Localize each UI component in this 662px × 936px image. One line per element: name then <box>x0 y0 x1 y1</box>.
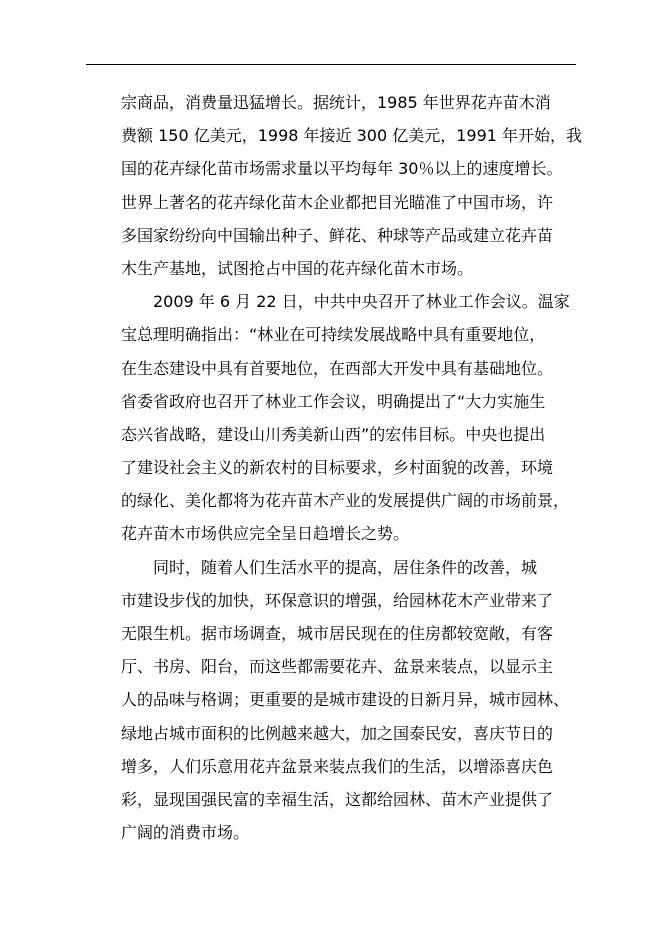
text-line: 的绿化、美化都将为花卉苗木产业的发展提供广阔的市场前景， <box>121 491 570 511</box>
text-line: 人的品味与格调；更重要的是城市建设的日新月异，城市园林、 <box>121 690 570 710</box>
text-line: 世界上著名的花卉绿化苗木企业都把目光瞄准了中国市场，许 <box>121 192 554 212</box>
text-line: 市建设步伐的加快，环保意识的增强，给园林花木产业带来了 <box>121 590 554 610</box>
text-line: 了建设社会主义的新农村的目标要求，乡村面貌的改善，环境 <box>121 458 554 478</box>
paragraph-market-growth <box>121 86 581 285</box>
text-line: 增多，人们乐意用花卉盆景来装点我们的生活，以增添喜庆色 <box>121 756 554 776</box>
paragraph-forestry-policy <box>121 285 581 551</box>
text-line: 彩，显现国强民富的幸福生活，这都给园林、苗木产业提供了 <box>121 789 554 809</box>
text-line: 广阔的消费市场。 <box>121 823 250 843</box>
text-line: 同时，随着人们生活水平的提高，居住条件的改善，城 <box>153 557 538 577</box>
text-line: 厅、书房、阳台，而这些都需要花卉、盆景来装点，以显示主 <box>121 657 554 677</box>
document-body <box>121 86 581 849</box>
paragraph-urban-demand <box>121 551 581 850</box>
text-line: 木生产基地，试图抢占中国的花卉绿化苗木市场。 <box>121 258 474 278</box>
text-line: 省委省政府也召开了林业工作会议，明确提出了“大力实施生 <box>121 391 546 411</box>
text-line: 国的花卉绿化苗市场需求量以平均每年 30％以上的速度增长。 <box>121 159 563 179</box>
text-line: 多国家纷纷向中国输出种子、鲜花、种球等产品或建立花卉苗 <box>121 225 554 245</box>
text-line: 在生态建设中具有首要地位，在西部大开发中具有基础地位。 <box>121 358 554 378</box>
text-line: 无限生机。据市场调查，城市居民现在的住房都较宽敞，有客 <box>121 624 554 643</box>
text-line: 花卉苗木市场供应完全呈日趋增长之势。 <box>121 524 410 544</box>
text-line: 费额 150 亿美元，1998 年接近 300 亿美元，1991 年开始，我 <box>121 126 583 146</box>
text-line: 态兴省战略，建设山川秀美新山西”的宏伟目标。中央也提出 <box>121 424 546 444</box>
header-rule <box>86 64 576 65</box>
text-line: 绿地占城市面积的比例越来越大，加之国泰民安，喜庆节日的 <box>121 723 554 743</box>
text-line: 2009 年 6 月 22 日，中共中央召开了林业工作会议。温家 <box>153 292 570 312</box>
text-line: 宝总理明确指出：“林业在可持续发展战略中具有重要地位， <box>121 325 546 345</box>
text-line: 宗商品，消费量迅猛增长。据统计，1985 年世界花卉苗木消 <box>121 93 551 112</box>
